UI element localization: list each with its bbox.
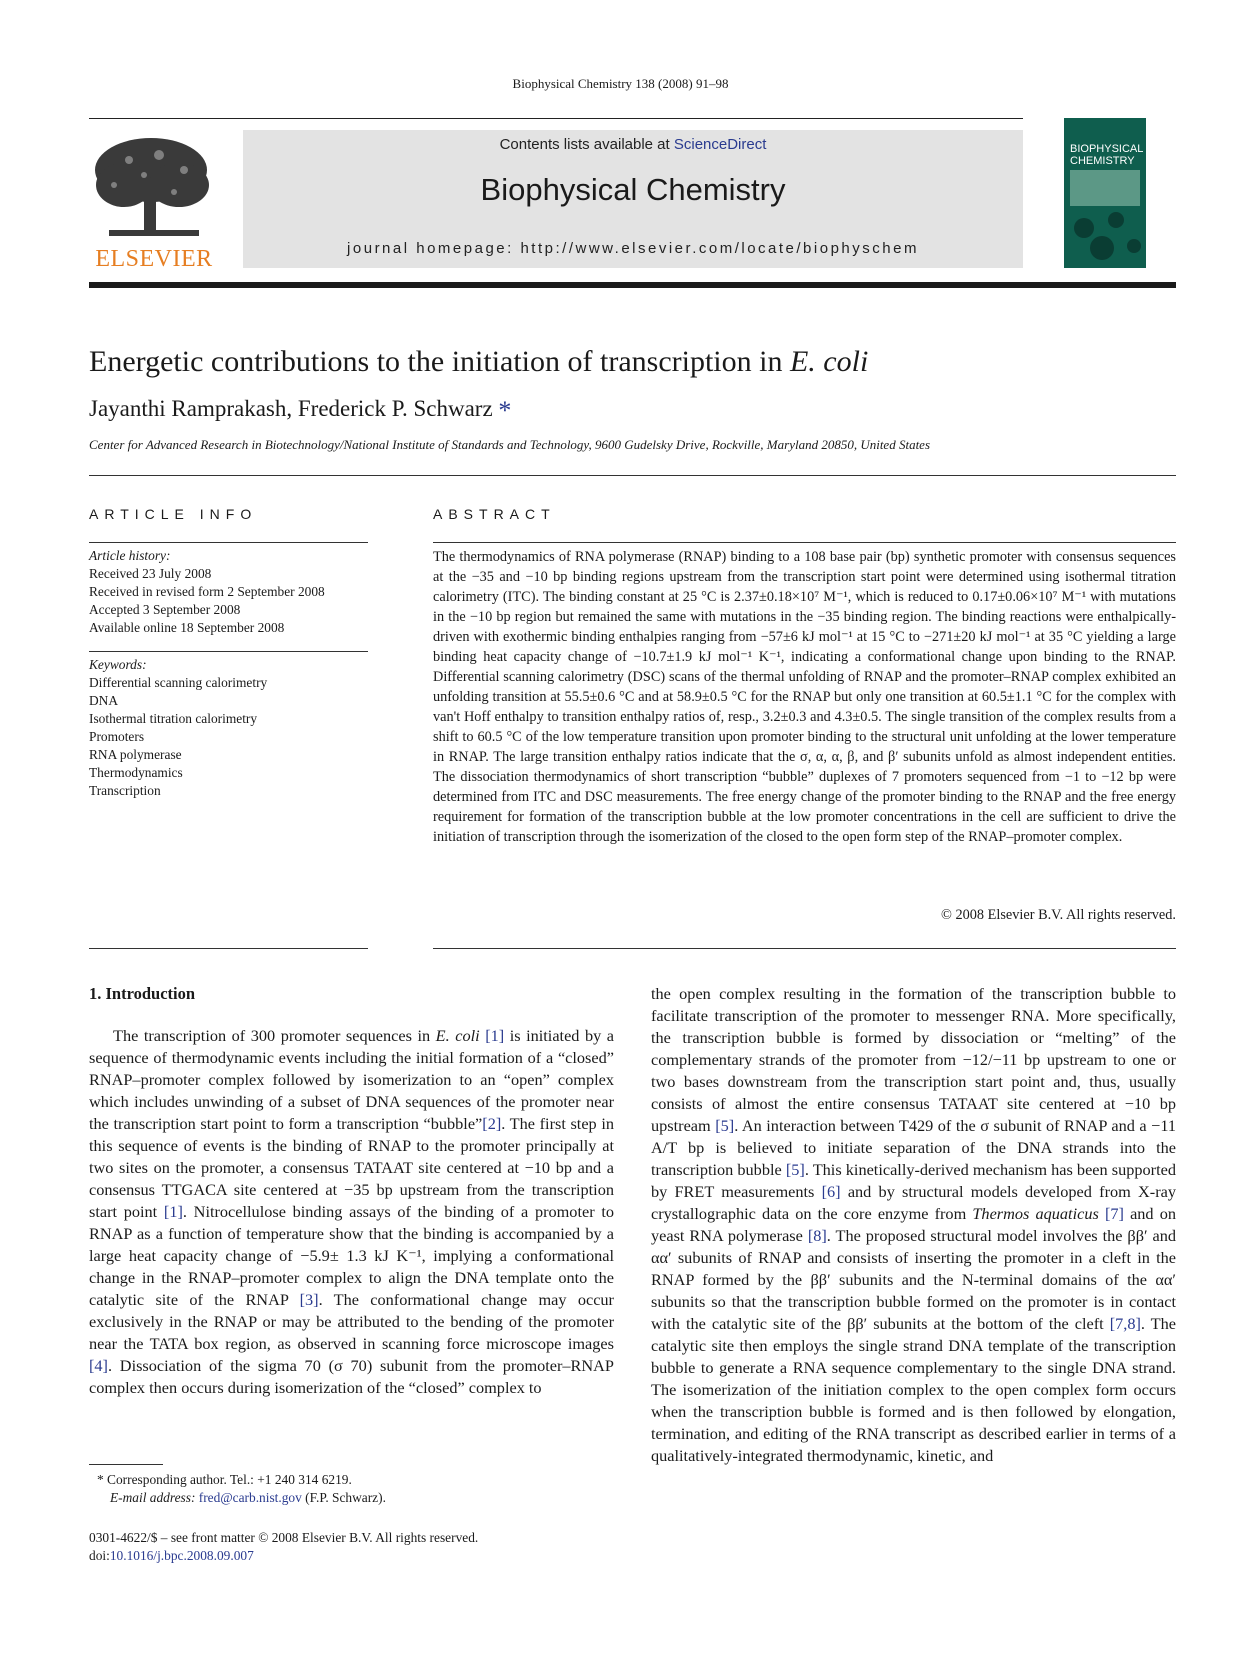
keyword-item: Differential scanning calorimetry xyxy=(89,675,268,690)
journal-title[interactable]: Biophysical Chemistry xyxy=(480,172,786,207)
citation-link[interactable]: [5] xyxy=(785,1160,805,1179)
history-item: Received 23 July 2008 xyxy=(89,566,212,581)
keywords-label: Keywords: xyxy=(89,657,147,672)
running-head: Biophysical Chemistry 138 (2008) 91–98 xyxy=(512,76,729,91)
paragraph xyxy=(651,983,1176,1467)
history-item: Received in revised form 2 September 2008 xyxy=(89,584,325,599)
divider xyxy=(89,651,368,652)
citation-link[interactable]: [1] xyxy=(163,1202,183,1221)
corresponding-note xyxy=(97,1471,386,1489)
keyword-item: Isothermal titration calorimetry xyxy=(89,711,258,726)
keyword-item: Promoters xyxy=(89,729,145,744)
cover-title: BIOPHYSICAL CHEMISTRY xyxy=(1070,143,1143,167)
footnote xyxy=(97,1471,386,1507)
affiliation: Center for Advanced Research in Biotechnology/National Institute of Standards and Technology, 9600 Gudelsky Drive, Rockville, Maryland 20850, United States xyxy=(89,437,931,452)
email-suffix: (F.P. Schwarz). xyxy=(301,1490,386,1505)
section-heading: 1. Introduction xyxy=(89,984,196,1003)
abstract-copyright: © 2008 Elsevier B.V. All rights reserved. xyxy=(941,907,1176,923)
footnote-rule xyxy=(89,1464,163,1465)
header-thick-rule xyxy=(89,282,1176,288)
citation-link[interactable]: [6] xyxy=(821,1182,841,1201)
text-run: . This kinetically-derived mechanism has been supported by FRET measurements xyxy=(651,1160,1176,1201)
text-run: . Nitrocellulose binding assays of the binding of a promoter to RNAP as a function of temperature show that the binding is accompanied by a large heat capacity change of −5.9± 1.3 kJ K⁻¹, implying a conformational change in the RNAP–promoter complex to align the DNA template onto the catalytic site of the RNAP xyxy=(89,1202,614,1309)
contents-prefix: Contents lists available at xyxy=(499,136,674,153)
keyword-item: RNA polymerase xyxy=(89,747,182,762)
divider xyxy=(433,948,1176,949)
corresponding-star-link[interactable]: * xyxy=(498,396,512,425)
email-link[interactable]: fred@carb.nist.gov xyxy=(198,1490,302,1505)
divider xyxy=(89,475,1176,476)
journal-cover[interactable] xyxy=(1064,118,1146,268)
paragraph xyxy=(89,1025,614,1399)
citation-link[interactable]: [2] xyxy=(482,1114,502,1133)
title-italic: E. coli xyxy=(789,345,869,378)
authors-text: Jayanthi Ramprakash, Frederick P. Schwarz xyxy=(89,396,499,421)
body-column-right xyxy=(651,983,1176,1467)
text-run: . The conformational change may occur exclusively in the RNAP or may be attributed to the bending of the promoter near the TATA box region, as observed in scanning force microscope images xyxy=(89,1290,614,1353)
text-run: . The first step in this sequence of events is the binding of RNAP to the promoter principally at two sites on the promoter, a consensus TATAAT site centered at −10 bp and a consensus TTGACA site centered at −35 bp upstream from the transcription start point xyxy=(89,1114,614,1221)
body-column-left xyxy=(89,1025,614,1399)
citation-link[interactable]: [7] xyxy=(1104,1204,1124,1223)
elsevier-logo[interactable] xyxy=(89,130,219,272)
text-run: and on yeast RNA polymerase xyxy=(651,1204,1176,1245)
elsevier-wordmark: ELSEVIER xyxy=(95,246,213,272)
doi-line xyxy=(89,1547,478,1565)
italic-run: Thermos aquaticus xyxy=(972,1204,1099,1223)
citation-link[interactable]: [5] xyxy=(715,1116,735,1135)
email-label: E-mail address: xyxy=(110,1490,199,1505)
abstract-heading: ABSTRACT xyxy=(433,506,556,522)
text-run: is initiated by a sequence of thermodynamic events including the initial formation of a “closed” RNAP–promoter complex followed by isomerization to an “open” complex which includes unwinding of a subset of DNA sequences of the promoter near the transcription start point to form a transcription “bubble” xyxy=(89,1026,615,1133)
keywords xyxy=(89,656,368,800)
history-item: Accepted 3 September 2008 xyxy=(89,602,241,617)
cover-image-box xyxy=(1070,170,1140,206)
contents-line xyxy=(243,136,1023,153)
text-run: the open complex resulting in the formation of the transcription bubble to facilitate transcription of the promoter to messenger RNA. More specifically, the transcription bubble is formed by dissociation or “melting” of the complementary strands of the promoter from −12/−11 bp upstream to one or two bases downstream from the transcription start point and, thus, usually consists of almost the entire consensus TATAAT site centered at −10 bp upstream xyxy=(651,984,1176,1135)
article-title xyxy=(89,345,868,379)
keyword-item: DNA xyxy=(89,693,119,708)
cover-spheres-icon xyxy=(1064,208,1146,268)
keyword-item: Thermodynamics xyxy=(89,765,183,780)
text-run: and by structural models developed from X-ray crystallographic data on the core enzyme from xyxy=(651,1182,1176,1223)
footnote-text: Corresponding author. Tel.: +1 240 314 6219. xyxy=(103,1472,352,1487)
citation-link[interactable]: [4] xyxy=(89,1356,108,1375)
doi-link[interactable]: 10.1016/j.bpc.2008.09.007 xyxy=(109,1548,254,1563)
journal-banner xyxy=(243,130,1023,268)
divider xyxy=(89,542,368,543)
text-run: The transcription of 300 promoter sequences in xyxy=(113,1026,436,1045)
text-run: . An interaction between T429 of the σ subunit of RNAP and a −11 A/T bp is believed to initiate separation of the DNA strands into the transcription bubble xyxy=(651,1116,1177,1179)
keyword-item: Transcription xyxy=(89,783,161,798)
issn-line: 0301-4622/$ – see front matter © 2008 Elsevier B.V. All rights reserved. xyxy=(89,1530,479,1545)
citation-link[interactable]: [1] xyxy=(485,1026,505,1045)
article-authors xyxy=(89,396,511,426)
article-info-heading: ARTICLE INFO xyxy=(89,506,258,522)
divider xyxy=(433,542,1176,543)
footnote-star: * xyxy=(97,1472,104,1487)
citation-link[interactable]: [3] xyxy=(299,1290,319,1309)
title-text: Energetic contributions to the initiation of transcription in xyxy=(89,345,790,378)
header-rule xyxy=(89,118,1023,119)
front-matter xyxy=(89,1529,478,1565)
italic-run: E. coli xyxy=(435,1026,480,1045)
history-label: Article history: xyxy=(89,548,171,563)
text-run: . Dissociation of the sigma 70 (σ 70) subunit from the promoter–RNAP complex then occurs during isomerization of the “closed” complex to xyxy=(89,1356,614,1397)
email-note xyxy=(97,1489,386,1507)
citation-link[interactable]: [7,8] xyxy=(1109,1314,1141,1333)
sciencedirect-link[interactable]: ScienceDirect xyxy=(673,136,767,153)
abstract-text: The thermodynamics of RNA polymerase (RNAP) binding to a 108 base pair (bp) synthetic promoter with consensus sequences at the −35 and −10 bp binding regions upstream from the transcription start point were determined using isothermal titration calorimetry (ITC). The binding constant at 25 °C is 2.37±0.18×10⁷ M⁻¹, which is reduced to 0.17±0.06×10⁷ M⁻¹ with mutations in the −10 bp region but remained the same with mutations in the −35 binding region. The binding reactions were enthalpically-driven with exothermic binding enthalpies ranging from −57±6 kJ mol⁻¹ at 15 °C to −271±20 kJ mol⁻¹ at 35 °C yielding a large binding heat capacity change of −10.7±1.9 kJ mol⁻¹ K⁻¹, indicating a conformational change upon binding to the RNAP. Differential scanning calorimetry (DSC) scans of the thermal unfolding of RNAP and the promoter–RNAP complex exhibited an unfolding transition at 55.5±0.6 °C and at 58.9±0.5 °C for the RNAP but only one transition at 60.5±1.1 °C for the complex with van't Hoff enthalpy to transition enthalpy ratios of, resp., 3.2±0.3 and 4.3±0.5. The single transition of the complex results from a shift to 60.5 °C of the low temperature transition upon promoter binding to the structural unit unfolding at the lower temperature in RNAP. The large transition enthalpy ratios indicate that the σ, α, α, β, and β′ subunits unfold as almost independent entities. The dissociation thermodynamics of short transcription “bubble” duplexes of 7 promoters sequenced from −1 to −12 bp were determined from ITC and DSC measurements. The free energy change of the promoter binding to the RNAP and the free energy requirement for formation of the transcription bubble at the low promoter concentrations in the cell are sufficient to drive the initiation of transcription through the isomerization of the closed to the open form step of the RNAP–promoter complex. xyxy=(433,549,1176,845)
citation-link[interactable]: [8] xyxy=(807,1226,827,1245)
journal-homepage[interactable]: journal homepage: http://www.elsevier.com/locate/biophyschem xyxy=(347,240,919,257)
doi-prefix: doi: xyxy=(89,1548,110,1563)
divider xyxy=(89,948,368,949)
history-item: Available online 18 September 2008 xyxy=(89,620,285,635)
text-run: . The proposed structural model involves the ββ′ and αα′ subunits of RNAP and consists of inserting the promoter in a cleft in the RNAP formed by the ββ′ subunits and the N-terminal domains of the αα′ subunits so that the transcription bubble formed on the promoter is in contact with the catalytic site of the ββ′ subunits at the bottom of the cleft xyxy=(651,1226,1177,1333)
article-history xyxy=(89,547,368,637)
text-run: . The catalytic site then employs the single strand DNA template of the transcription bubble to generate a RNA sequence complementary to the single DNA strand. The isomerization of the initiation complex to the open complex form occurs when the transcription bubble is formed and is then followed by elongation, termination, and editing of the RNA transcript as described earlier in terms of a qualitatively-integrated thermodynamic, kinetic, and xyxy=(651,1314,1176,1465)
